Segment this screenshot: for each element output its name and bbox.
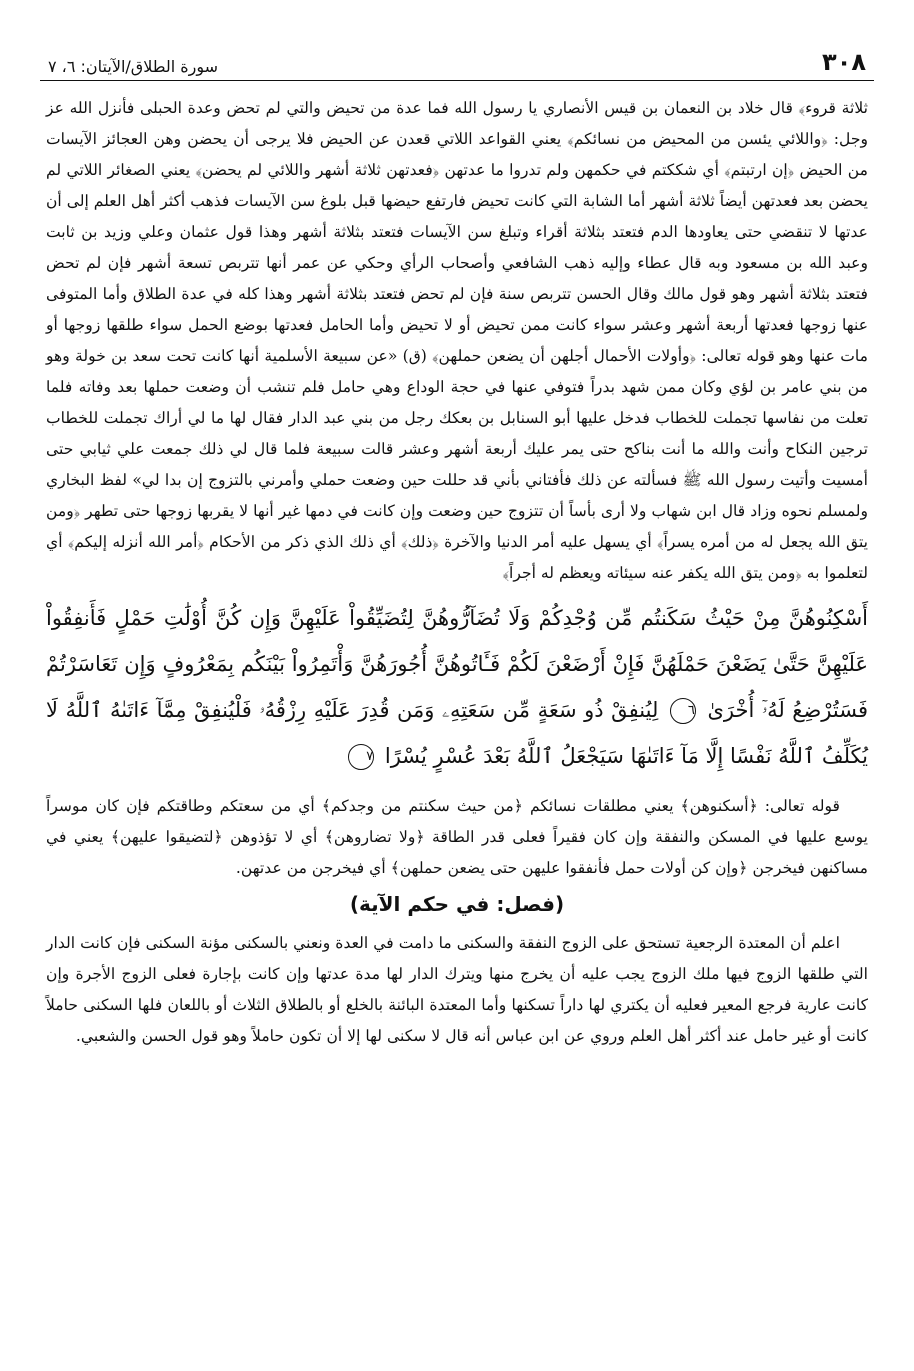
- ayah-number-7: ٧: [348, 744, 374, 770]
- ayah-number-6: ٦: [670, 698, 696, 724]
- commentary-block-2: [46, 791, 868, 884]
- commentary-block-3: [46, 928, 868, 1052]
- commentary-paragraph-1: ثلاثة قروء﴾ قال خلاد بن النعمان بن قيس الأنصاري يا رسول الله فما عدة من تحيض والتي لم تحض وعدة الحبلى فأنزل الله عز وجل: ﴿واللائي يئسن من المحيض من نسائكم﴾ يعني القواعد اللاتي قعدن عن الحيض فلا يرجى أن يحضن وهن العجائز الآيسات من الحيض ﴿إن ارتبتم﴾ أي شككتم في حكمهن ولم تدروا ما عدتهن ﴿فعدتهن ثلاثة أشهر واللائي لم يحضن﴾ يعني الصغائر اللاتي لم يحضن بعد فعدتهن أيضاً ثلاثة أشهر أما الشابة التي كانت تحيض فارتفع حيضها قبل بلوغ سن الآيسات فذهب أكثر أهل العلم إلى أن عدتها لا تنقضي حتى يعاودها الدم فتعتد بثلاثة أقراء وتبلغ سن الآيسات فتعتد بثلاثة أشهر وهذا قول عثمان وعلي وزيد بن ثابت وعبد الله بن مسعود وبه قال عطاء وإليه ذهب الشافعي وأصحاب الرأي وحكي عن عمر أنها تتربص تسعة أشهر فإن لم تحض فتعتد بثلاثة أشهر وهو قول مالك وقال الحسن تتربص سنة فإن لم تحض فتعتد بثلاثة أشهر وهذا كله في عدة الطلاق وأما المتوفى عنها زوجها فعدتها أربعة أشهر وعشر سواء كانت ممن تحيض أو لا تحيض وأما الحامل فعدتها بوضع الحمل سواء طلقها زوجها أو مات عنها وهو قوله تعالى: ﴿وأولات الأحمال أجلهن أن يضعن حملهن﴾ (ق) «عن سبيعة الأسلمية أنها كانت تحت سعد بن خولة وهو من بني عامر بن لؤي وكان ممن شهد بدراً فتوفي عنها في حجة الوداع وهي حامل فلم تنشب أن وضعت حملها بعد وفاته فلما تعلت من نفاسها تجملت للخطاب فدخل عليها أبو السنابل بن بعكك رجل من بني عبد الدار فقال لها ما لي أراك تجملت للخطاب ترجين النكاح وأنت والله ما أنت بناكح حتى يمر عليك أربعة أشهر وعشر قالت سبيعة فلما قال لي ذلك جمعت علي ثيابي حتى أمسيت وأتيت رسول الله ﷺ فسألته عن ذلك فأفتاني بأني قد حللت حين وضعت حملي وأمرني بالتزوج إن بدا لي» لفظ البخاري ولمسلم نحوه وزاد قال ابن شهاب ولا أرى بأساً أن تتزوج حين وضعت وإن كانت في دمها غير أنها لا يقربها زوجها حتى تطهر ﴿ومن يتق الله يجعل له من أمره يسراً﴾ أي يسهل عليه أمر الدنيا والآخرة ﴿ذلك﴾ أي ذلك الذي ذكر من الأحكام ﴿أمر الله أنزله إليكم﴾ أي لتعلموا به ﴿ومن يتق الله يكفر عنه سيئاته ويعظم له أجراً﴾: [45, 99, 869, 582]
- commentary-block-1: [46, 93, 868, 589]
- running-title: سورة الطلاق/الآيتان: ٦، ٧: [48, 57, 219, 76]
- commentary-paragraph-3: اعلم أن المعتدة الرجعية تستحق على الزوج النفقة والسكنى ما دامت في العدة ونعني بالسكنى مؤنة السكنى فإن كانت الدار التي طلقها الزوج فيها ملك الزوج يجب عليه أن يخرج منها ويترك الدار لها مدة عدتها وإن كانت بإجارة فعلى الزوج الأجرة وإن كانت عارية فرجع المعير فعليه أن يكتري لها داراً تسكنها وأما المعتدة البائنة بالخلع أو بالطلاق الثلاث أو باللعان فلها السكنى حاملاً كانت أو غير حامل عند أكثر أهل العلم وروي عن ابن عباس أنه قال لا سكنى لها إلا أن تكون حاملاً وهو قول الحسن والشعبي.: [46, 934, 868, 1045]
- page-number: ٣٠٨: [822, 48, 866, 76]
- quran-verses: [46, 595, 868, 779]
- commentary-paragraph-2: قوله تعالى: ﴿أسكنوهن﴾ يعني مطلقات نسائكم ﴿من حيث سكنتم من وجدكم﴾ أي من سعتكم وطاقتكم فإن كان موسراً يوسع عليها في المسكن والنفقة وإن كان فقيراً فعلى قدر الطاقة ﴿ولا تضاروهن﴾ أي لا تؤذوهن ﴿لتضيقوا عليهن﴾ يعني في مساكنهن فيخرجن ﴿وإن كن أولات حمل فأنفقوا عليهن حتى يضعن حملهن﴾ أي فيخرجن من عدتهن.: [46, 797, 868, 877]
- page-header: [40, 48, 874, 81]
- quran-verse-7: لِيُنفِقْ ذُو سَعَةٍ مِّن سَعَتِهِۦ وَمَن قُدِرَ عَلَيْهِ رِزْقُهُۥ فَلْيُنفِقْ مِمَّآ ءَاتَىٰهُ ٱللَّهُ لَا يُكَلِّفُ ٱللَّهُ نَفْسًا إِلَّا مَآ ءَاتَىٰهَا سَيَجْعَلُ ٱللَّهُ بَعْدَ عُسْرٍ يُسْرًا: [46, 698, 868, 768]
- section-heading: (فصل: في حكم الآية): [349, 892, 565, 916]
- quran-verse-6: أَسْكِنُوهُنَّ مِنْ حَيْثُ سَكَنتُم مِّن وُجْدِكُمْ وَلَا تُضَآرُّوهُنَّ لِتُضَيِّقُواْ عَلَيْهِنَّ وَإِن كُنَّ أُوْلَٰتِ حَمْلٍ فَأَنفِقُواْ عَلَيْهِنَّ حَتَّىٰ يَضَعْنَ حَمْلَهُنَّ فَإِنْ أَرْضَعْنَ لَكُمْ فَـَٔاتُوهُنَّ أُجُورَهُنَّ وَأْتَمِرُواْ بَيْنَكُم بِمَعْرُوفٍ وَإِن تَعَاسَرْتُمْ فَسَتُرْضِعُ لَهُۥٓ أُخْرَىٰ: [46, 606, 868, 722]
